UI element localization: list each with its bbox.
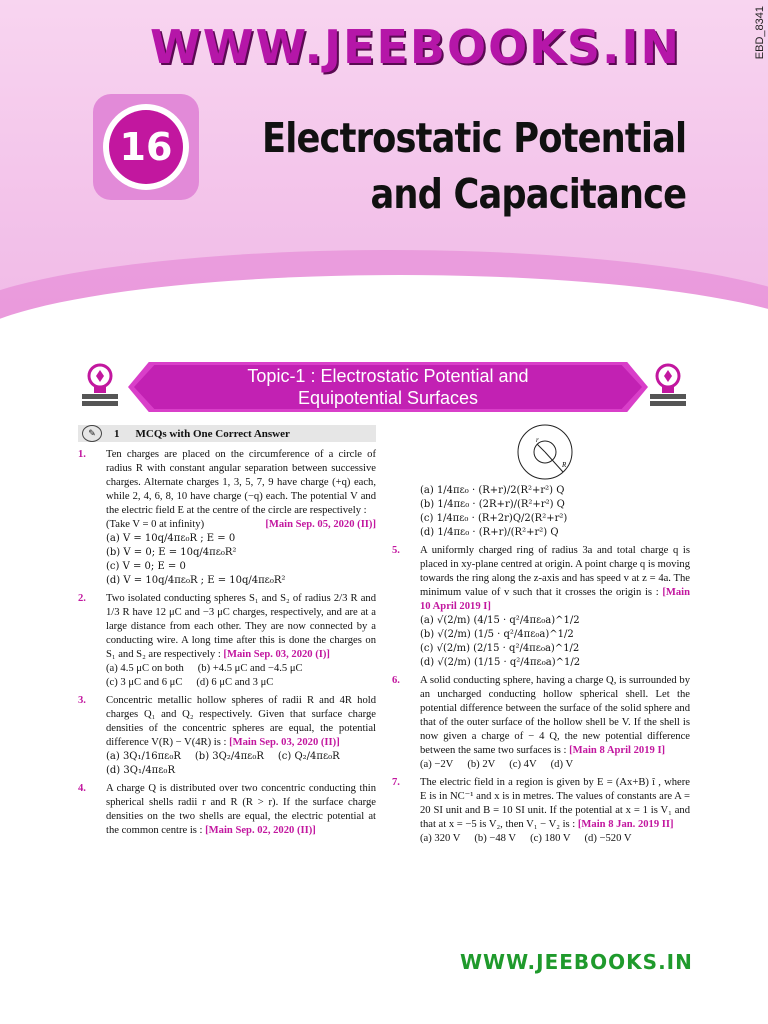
- option-d: (d) V: [550, 759, 574, 770]
- option-c: (c) V = 0; E = 0: [106, 561, 186, 572]
- bulb-icon: [648, 362, 688, 410]
- question-1: [78, 448, 376, 588]
- option-b: (b) √(2/m) (1/5 · q²/4πε₀a)^1/2: [420, 629, 574, 640]
- book-code: EBD_8341: [754, 6, 766, 60]
- option-b: (b) 2V: [467, 759, 496, 770]
- question-number: 3.: [78, 695, 86, 706]
- option-c: (c) 3 μC and 6 μC: [106, 677, 183, 688]
- question-text: A solid conducting sphere, having a charge Q, is surrounded by an uncharged conducting hollow spherical shell. Let the potential difference between the surface of the solid sphere and that of the outer surface of the hollow shell be V. If the shell is now given a charge of − 4 Q, the new potential difference between the same two surfaces is :: [420, 675, 690, 756]
- question-text: Two isolated conducting spheres S₁ and S₂ of radius 2/3 R and 1/3 R have 12 μC and −3 μC charges, respectively, and are at a large distance from each other. They are now connected by a conducting wire. A long time after this is done the charges on S₁ and S₂ are respectively :: [106, 593, 376, 660]
- section-number: 1: [114, 427, 120, 440]
- topic-title-line2: Equipotential Surfaces: [297, 388, 479, 408]
- site-banner: WWW.JEEBOOKS.IN: [150, 20, 682, 74]
- section-heading: [78, 425, 376, 442]
- question-number: 7.: [392, 777, 400, 788]
- right-column: [392, 484, 690, 850]
- label-R: R: [562, 461, 567, 469]
- option-d: (d) √(2/m) (1/15 · q²/4πε₀a)^1/2: [420, 657, 581, 668]
- option-a: (a) 1/4πε₀ · (R+r)/2(R²+r²) Q: [420, 485, 565, 496]
- question-source: [Main Sep. 02, 2020 (II)]: [205, 825, 316, 836]
- chapter-badge: [93, 94, 199, 200]
- question-source: [Main Sep. 03, 2020 (I)]: [223, 649, 330, 660]
- chapter-header: [0, 0, 768, 345]
- question-4-options: [392, 484, 690, 540]
- chapter-title: [262, 110, 686, 222]
- option-a: (a) V = 10q/4πε₀R ; E = 0: [106, 533, 236, 544]
- option-b: (b) −48 V: [474, 833, 517, 844]
- question-note: (Take V = 0 at infinity): [106, 519, 205, 530]
- question-3: [78, 694, 376, 778]
- question-7: [392, 776, 690, 846]
- option-d: (d) V = 10q/4πε₀R ; E = 10q/4πε₀R²: [106, 575, 286, 586]
- question-text: A uniformly charged ring of radius 3a and total charge q is placed in xy-plane centred at origin. A point charge q is moving towards the ring along the z-axis and has speed v at z = 4a. The minimum value of v such that it crosses the origin is :: [420, 545, 690, 598]
- option-d: (d) 6 μC and 3 μC: [196, 677, 274, 688]
- question-source: [Main Sep. 03, 2020 (II)]: [229, 737, 340, 748]
- pencil-icon: ✎: [82, 425, 102, 442]
- option-c: (c) √(2/m) (2/15 · q²/4πε₀a)^1/2: [420, 643, 580, 654]
- section-label: MCQs with One Correct Answer: [135, 427, 290, 440]
- option-c: (c) 4V: [509, 759, 537, 770]
- option-d: (d) 1/4πε₀ · (R+r)/(R²+r²) Q: [420, 527, 559, 538]
- label-r: r: [536, 436, 539, 444]
- question-2: [78, 592, 376, 690]
- option-a: (a) 3Q₁/16πε₀R: [106, 751, 181, 762]
- chapter-number: 16: [109, 110, 183, 184]
- option-b: (b) +4.5 μC and −4.5 μC: [197, 663, 303, 674]
- option-a: (a) 4.5 μC on both: [106, 663, 184, 674]
- question-source: [Main 8 April 2019 I]: [569, 745, 666, 756]
- option-c: (c) 1/4πε₀ · (R+2r)Q/2(R²+r²): [420, 513, 568, 524]
- question-source: [Main Sep. 05, 2020 (II)]: [265, 519, 376, 530]
- question-4: [78, 782, 376, 838]
- concentric-shells-figure: [515, 422, 575, 482]
- option-a: (a) −2V: [420, 759, 454, 770]
- option-b: (b) 1/4πε₀ · (2R+r)/(R²+r²) Q: [420, 499, 565, 510]
- question-number: 2.: [78, 593, 86, 604]
- question-text: Concentric metallic hollow spheres of radii R and 4R hold charges Q₁ and Q₂ respectively. Given that surface charge densities of the concentric spheres are equal, the potential difference V(R) − V(4R) is :: [106, 695, 376, 748]
- option-b: (b) 3Q₂/4πε₀R: [194, 751, 264, 762]
- option-c: (c) Q₂/4πε₀R: [277, 751, 340, 762]
- question-6: [392, 674, 690, 772]
- option-c: (c) 180 V: [530, 833, 571, 844]
- question-text: The electric field in a region is given by E = (Ax+B) î , where E is in NC⁻¹ and x is in metres. The values of constants are A = 20 SI unit and B = 10 SI unit. If the potential at x = 1 is V₁ and that at x = −5 is V₂, then V₁ − V₂ is :: [420, 777, 690, 830]
- option-d: (d) 3Q₁/4πε₀R: [106, 765, 175, 776]
- topic-banner: [128, 362, 648, 412]
- option-a: (a) 320 V: [420, 833, 461, 844]
- question-text: A charge Q is distributed over two concentric conducting thin spherical shells radii r and R (R > r). If the surface charge densities on the two shells are equal, the electric potential at the common centre is :: [106, 783, 376, 836]
- option-d: (d) −520 V: [584, 833, 632, 844]
- option-a: (a) √(2/m) (4/15 · q²/4πε₀a)^1/2: [420, 615, 580, 626]
- chapter-title-line2: and Capacitance: [370, 170, 686, 218]
- question-text: Ten charges are placed on the circumference of a circle of radius R with constant angular separation between successive charges. Alternate charges 1, 3, 5, 7, 9 have charge (+q) each, while 2, 4, 6, 8, 10 have charge (−q) each. The potential V and the electric field E at the centre of the circle are respectively :: [106, 449, 376, 516]
- question-source: [Main 8 Jan. 2019 II]: [577, 819, 674, 830]
- footer-site-link[interactable]: WWW.JEEBOOKS.IN: [460, 950, 693, 974]
- question-number: 4.: [78, 783, 86, 794]
- topic-title-line1: Topic-1 : Electrostatic Potential and: [247, 366, 529, 386]
- question-number: 6.: [392, 675, 400, 686]
- question-number: 5.: [392, 545, 400, 556]
- question-source: [Main 10 April 2019 I]: [420, 587, 690, 612]
- question-number: 1.: [78, 449, 86, 460]
- chapter-title-line1: Electrostatic Potential: [261, 114, 686, 162]
- bulb-icon: [80, 362, 120, 410]
- left-column: [78, 448, 376, 842]
- question-5: [392, 544, 690, 670]
- option-b: (b) V = 0; E = 10q/4πε₀R²: [106, 547, 237, 558]
